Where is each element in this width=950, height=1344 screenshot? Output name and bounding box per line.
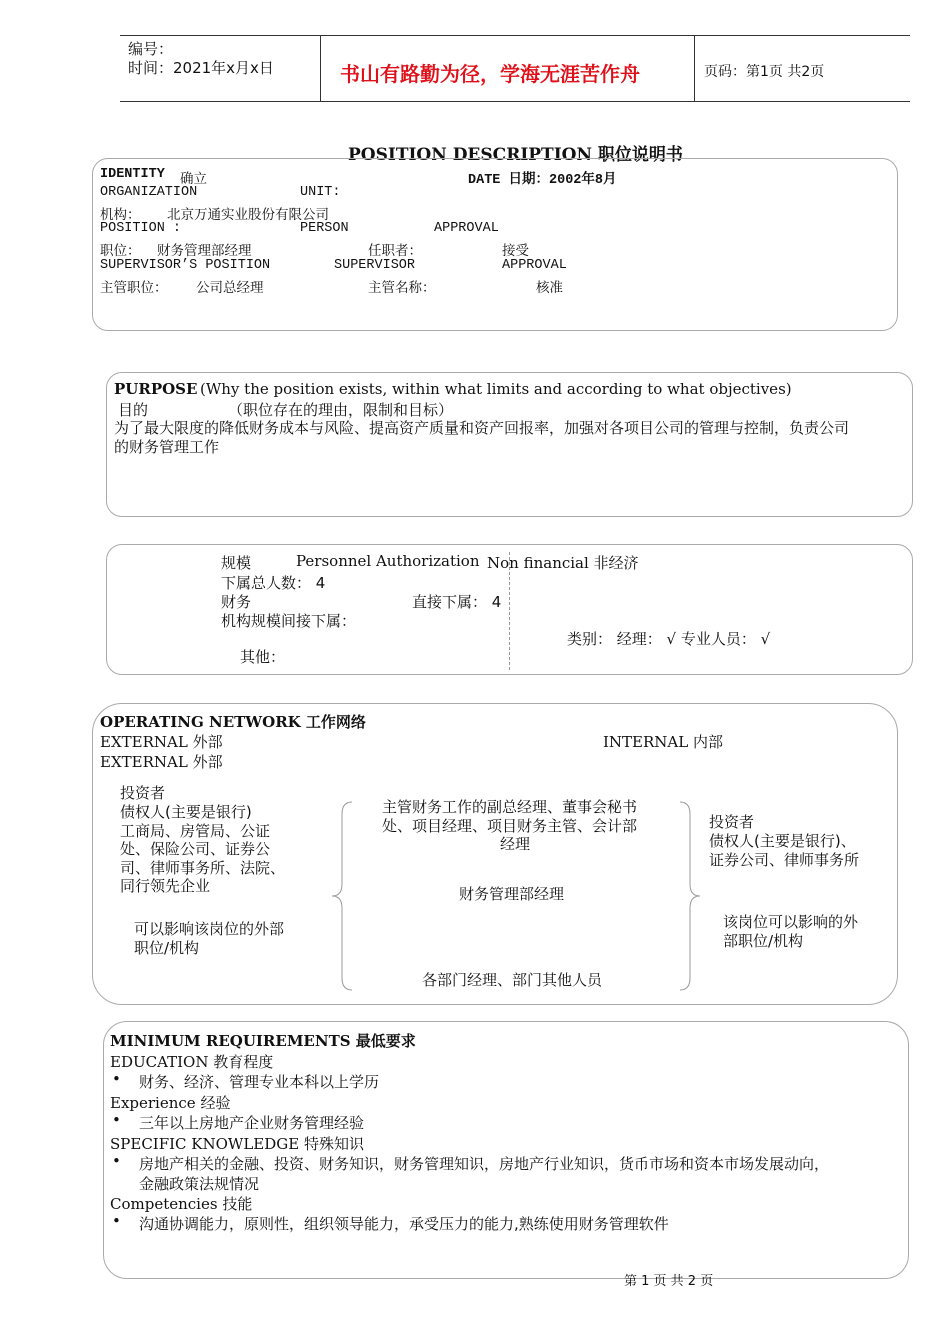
bullet-icon: • [112, 1152, 121, 1170]
person-cn: 任职者： [368, 243, 422, 259]
supervisor-en: SUPERVISOR [334, 258, 416, 273]
approval-en: APPROVAL [434, 221, 499, 236]
person-en: PERSON [300, 221, 349, 236]
requirements-title: MINIMUM REQUIREMENTS 最低要求 [110, 1032, 416, 1050]
header-page-label: 页码：第1页 共2页 [704, 64, 825, 80]
purpose-label-bold: PURPOSE [114, 380, 198, 398]
finance-label: 财务 [221, 593, 252, 611]
center-bottom: 各部门经理、部门其他人员 [422, 971, 603, 989]
organization-en: ORGANIZATION [100, 185, 198, 200]
right-note-line: 部职位/机构 [723, 932, 804, 950]
experience-label: Experience 经验 [110, 1094, 231, 1112]
knowledge-item-line1: 房地产相关的金融、投资、财务知识，财务管理知识，房地产行业知识，货币市场和资本市场发展动向， [139, 1155, 830, 1173]
education-label: EDUCATION 教育程度 [110, 1053, 274, 1071]
organization-cn: 机构： [100, 207, 141, 223]
left-list-item: 工商局、房管局、公证 [120, 822, 271, 840]
left-list-item: 司、律师事务所、法院、 [120, 859, 286, 877]
right-list-item: 投资者 [709, 813, 755, 831]
right-list-item: 证券公司、律师事务所 [709, 851, 860, 869]
approval-cn-2: 核准 [536, 280, 563, 296]
identity-date: DATE 日期：2002年8月 [468, 173, 617, 188]
page-footer: 第 1 页 共 2 页 [624, 1274, 714, 1289]
direct-subordinates: 直接下属： 4 [412, 593, 502, 611]
indirect-subordinates: 机构规模间接下属： [221, 612, 357, 630]
header-motto: 书山有路勤为径，学海无涯苦作舟 [340, 62, 640, 86]
purpose-label-desc: (Why the position exists, within what limits and according to what objectives) [200, 380, 792, 398]
purpose-text-line2: 的财务管理工作 [114, 438, 220, 456]
center-brace-left [330, 800, 354, 992]
center-top-line: 处、项目经理、项目财务主管、会计部 [382, 817, 638, 835]
knowledge-item-line2: 金融政策法规情况 [139, 1175, 260, 1193]
bullet-icon: • [112, 1111, 121, 1129]
network-internal: INTERNAL 内部 [603, 733, 723, 751]
identity-cn: 确立 [180, 171, 207, 187]
left-list-item: 债权人(主要是银行) [120, 803, 252, 821]
network-external-1: EXTERNAL 外部 [100, 733, 223, 751]
center-middle: 财务管理部经理 [459, 885, 565, 903]
position-value: 财务管理部经理 [157, 243, 252, 259]
purpose-label-cn-desc: （职位存在的理由，限制和目标） [228, 401, 454, 419]
supervisor-position-en: SUPERVISOR’S POSITION [100, 258, 271, 273]
footer-clip [600, 1274, 760, 1289]
header-divider-right [694, 35, 695, 102]
header-divider-left [320, 35, 321, 102]
right-note-line: 该岗位可以影响的外 [723, 913, 859, 931]
supervisor-position-value: 公司总经理 [196, 280, 264, 296]
identity-label: IDENTITY [100, 167, 165, 182]
purpose-label-cn: 目的 [118, 401, 149, 419]
knowledge-label: SPECIFIC KNOWLEDGE 特殊知识 [110, 1135, 364, 1153]
bullet-icon: • [112, 1212, 121, 1230]
header-top-rule [120, 35, 910, 36]
document-title: POSITION DESCRIPTION 职位说明书 [348, 145, 683, 165]
right-list-item: 债权人(主要是银行)、 [709, 832, 856, 850]
supervisor-name-cn: 主管名称： [368, 280, 436, 296]
approval-en-2: APPROVAL [502, 258, 567, 273]
network-title: OPERATING NETWORK 工作网络 [100, 713, 366, 731]
competencies-item: 沟通协调能力，原则性，组织领导能力，承受压力的能力,熟练使用财务管理软件 [139, 1215, 669, 1233]
position-cn: 职位： [100, 243, 141, 259]
total-subordinates: 下属总人数： 4 [221, 574, 326, 592]
purpose-text-line1: 为了最大限度的降低财务成本与风险、提高资产质量和资产回报率，加强对各项目公司的管理与控制，负责公司 [114, 419, 850, 437]
left-list-item: 同行领先企业 [120, 877, 211, 895]
personnel-authorization: Personnel Authorization [296, 552, 480, 570]
scale-label: 规模 [221, 554, 252, 572]
header-number-label: 编号： [128, 40, 174, 58]
center-brace-right [678, 800, 702, 992]
approval-cn: 接受 [502, 243, 529, 259]
category-line: 类别： 经理： √ 专业人员： √ [567, 630, 771, 648]
position-en: POSITION : [100, 221, 182, 236]
header-bottom-rule [120, 101, 910, 102]
unit-en: UNIT: [300, 185, 341, 200]
center-top-line: 主管财务工作的副总经理、董事会秘书 [382, 798, 638, 816]
left-note-line: 职位/机构 [134, 939, 200, 957]
supervisor-position-cn: 主管职位： [100, 280, 168, 296]
non-financial: Non financial 非经济 [487, 554, 639, 572]
other-label: 其他： [240, 648, 286, 666]
center-top-clipped-wrap [382, 833, 582, 853]
competencies-label: Competencies 技能 [110, 1195, 253, 1213]
network-external-2: EXTERNAL 外部 [100, 753, 223, 771]
purpose-label [114, 380, 197, 398]
organization-value: 北京万通实业股份有限公司 [167, 207, 329, 223]
header-time-label: 时间：2021年x月x日 [128, 59, 274, 77]
bullet-icon: • [112, 1070, 121, 1088]
center-top-clipped: 经理 [500, 835, 531, 853]
experience-item: 三年以上房地产企业财务管理经验 [139, 1114, 365, 1132]
left-list-item: 投资者 [120, 784, 166, 802]
left-note-line: 可以影响该岗位的外部 [134, 920, 285, 938]
left-list-item: 处、保险公司、证券公 [120, 840, 271, 858]
education-item: 财务、经济、管理专业本科以上学历 [139, 1073, 380, 1091]
